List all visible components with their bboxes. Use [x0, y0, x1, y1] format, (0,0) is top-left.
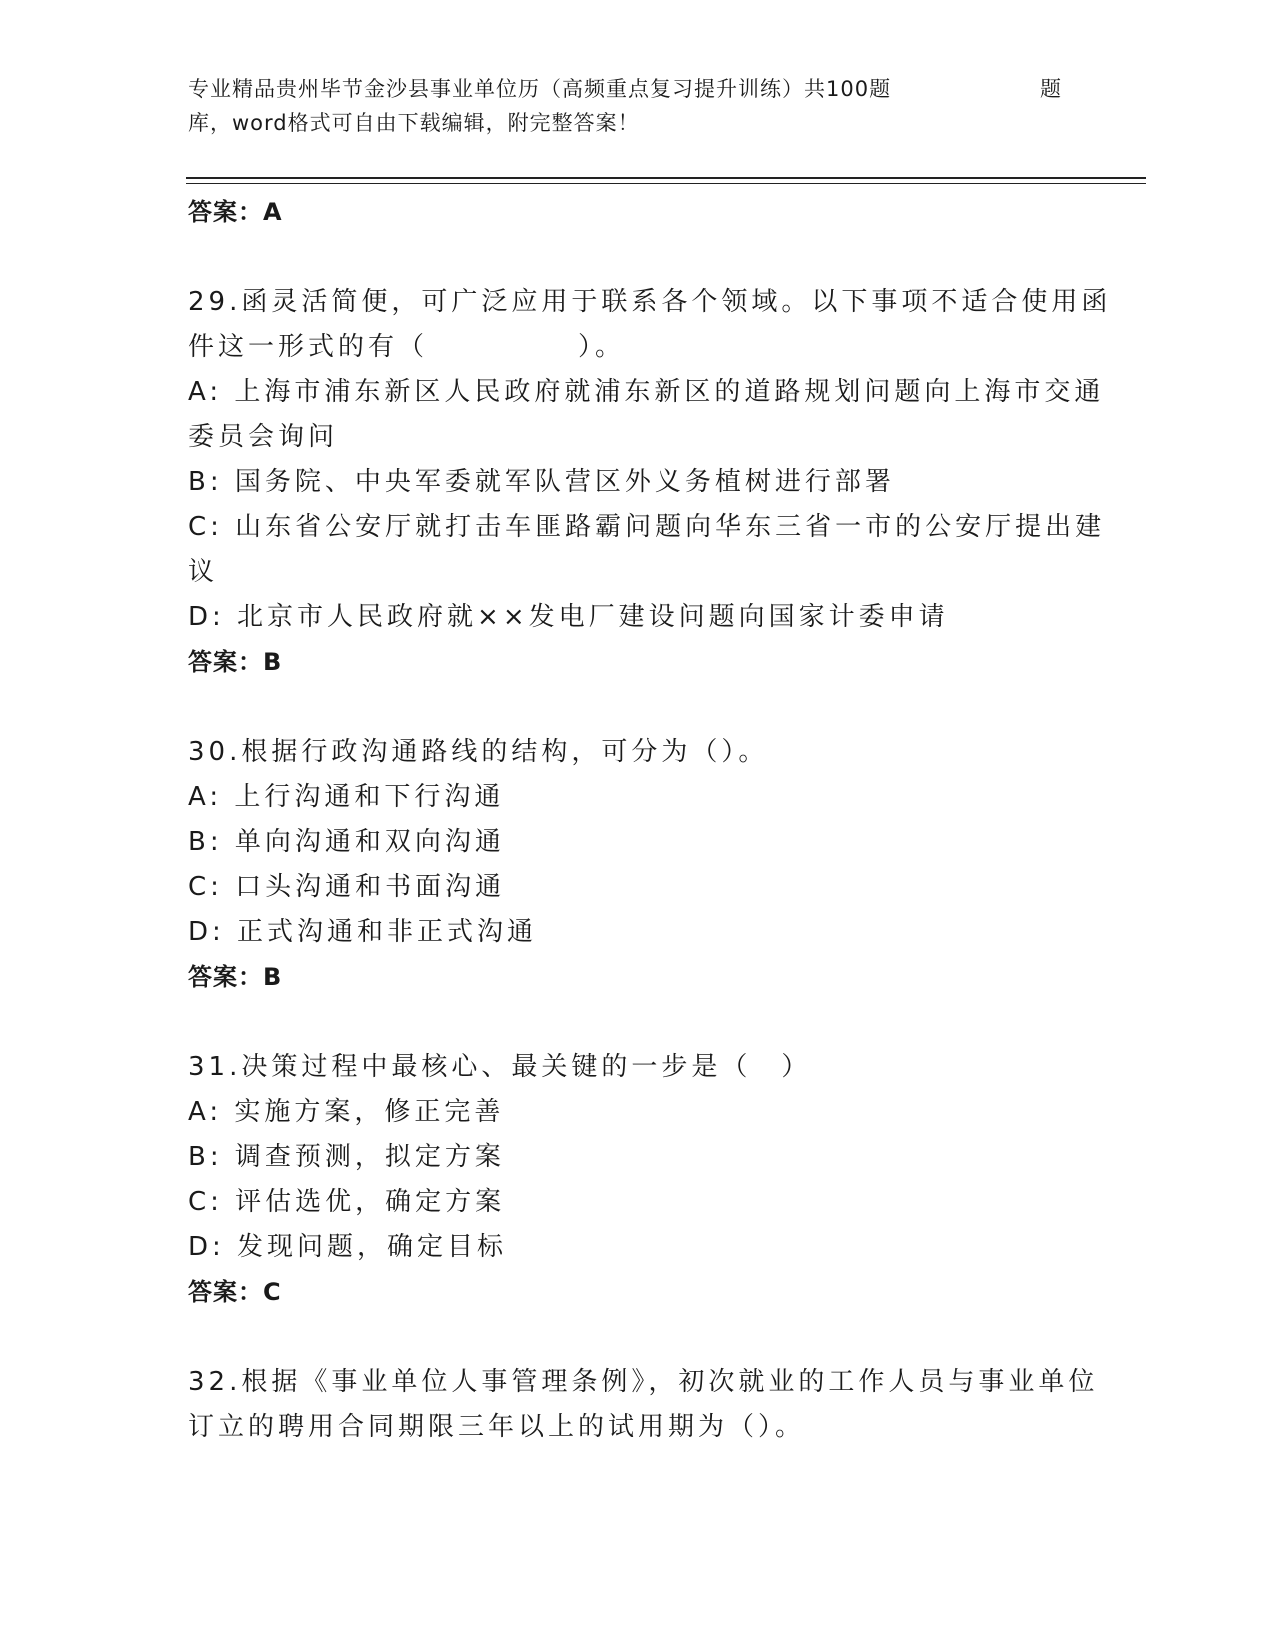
question-30-option-d: D: 正式沟通和非正式沟通	[188, 917, 538, 947]
question-30-option-b: B: 单向沟通和双向沟通	[188, 827, 505, 857]
page-header	[188, 72, 1083, 140]
answer-31: 答案：C	[188, 1278, 282, 1306]
question-31	[188, 1045, 1088, 1315]
question-29-option-c-line-1: C: 山东省公安厅就打击车匪路霸问题向华东三省一市的公安厅提出建	[188, 512, 1106, 542]
question-29-option-d: D: 北京市人民政府就××发电厂建设问题向国家计委申请	[188, 602, 949, 632]
spacer	[188, 685, 1088, 730]
question-29	[188, 280, 1112, 685]
answer-30: 答案：B	[188, 963, 283, 991]
header-title: 专业精品贵州毕节金沙县事业单位历（高频重点复习提升训练）共100题	[188, 77, 892, 101]
question-30	[188, 730, 1088, 1000]
header-line-2: 库，word格式可自由下载编辑，附完整答案！	[188, 111, 640, 135]
question-30-option-a: A: 上行沟通和下行沟通	[188, 782, 505, 812]
question-29-option-b: B: 国务院、中央军委就军队营区外义务植树进行部署	[188, 467, 895, 497]
answer-29: 答案：B	[188, 648, 283, 676]
header-divider-thin	[186, 183, 1146, 184]
spacer	[188, 1315, 1088, 1360]
header-line-1	[188, 72, 1083, 106]
header-title-tail: 题	[1040, 77, 1062, 101]
answer-28: 答案：A	[188, 198, 283, 226]
question-32-stem-line-2: 订立的聘用合同期限三年以上的试用期为（）。	[188, 1412, 806, 1442]
question-31-option-a: A: 实施方案，修正完善	[188, 1097, 505, 1127]
document-body	[188, 190, 1112, 1450]
question-29-stem-line-2: 件这一形式的有（ ）。	[188, 332, 626, 362]
question-31-stem: 31.决策过程中最核心、最关键的一步是（ ）	[188, 1052, 812, 1082]
question-32	[188, 1360, 1099, 1450]
question-30-option-c: C: 口头沟通和书面沟通	[188, 872, 506, 902]
question-29-option-a-line-1: A: 上海市浦东新区人民政府就浦东新区的道路规划问题向上海市交通	[188, 377, 1105, 407]
question-31-option-c: C: 评估选优，确定方案	[188, 1187, 506, 1217]
question-31-option-b: B: 调查预测，拟定方案	[188, 1142, 505, 1172]
question-29-option-a-line-2: 委员会询问	[188, 422, 339, 452]
spacer	[188, 235, 1088, 280]
question-29-option-c-line-2: 议	[188, 557, 219, 587]
question-29-stem-line-1: 29.函灵活简便，可广泛应用于联系各个领域。以下事项不适合使用函	[188, 287, 1112, 317]
question-30-stem: 30.根据行政沟通路线的结构，可分为（）。	[188, 737, 769, 767]
spacer	[188, 1000, 1088, 1045]
header-divider-thick	[186, 177, 1146, 179]
question-31-option-d: D: 发现问题，确定目标	[188, 1232, 508, 1262]
question-32-stem-line-1: 32.根据《事业单位人事管理条例》，初次就业的工作人员与事业单位	[188, 1367, 1099, 1397]
